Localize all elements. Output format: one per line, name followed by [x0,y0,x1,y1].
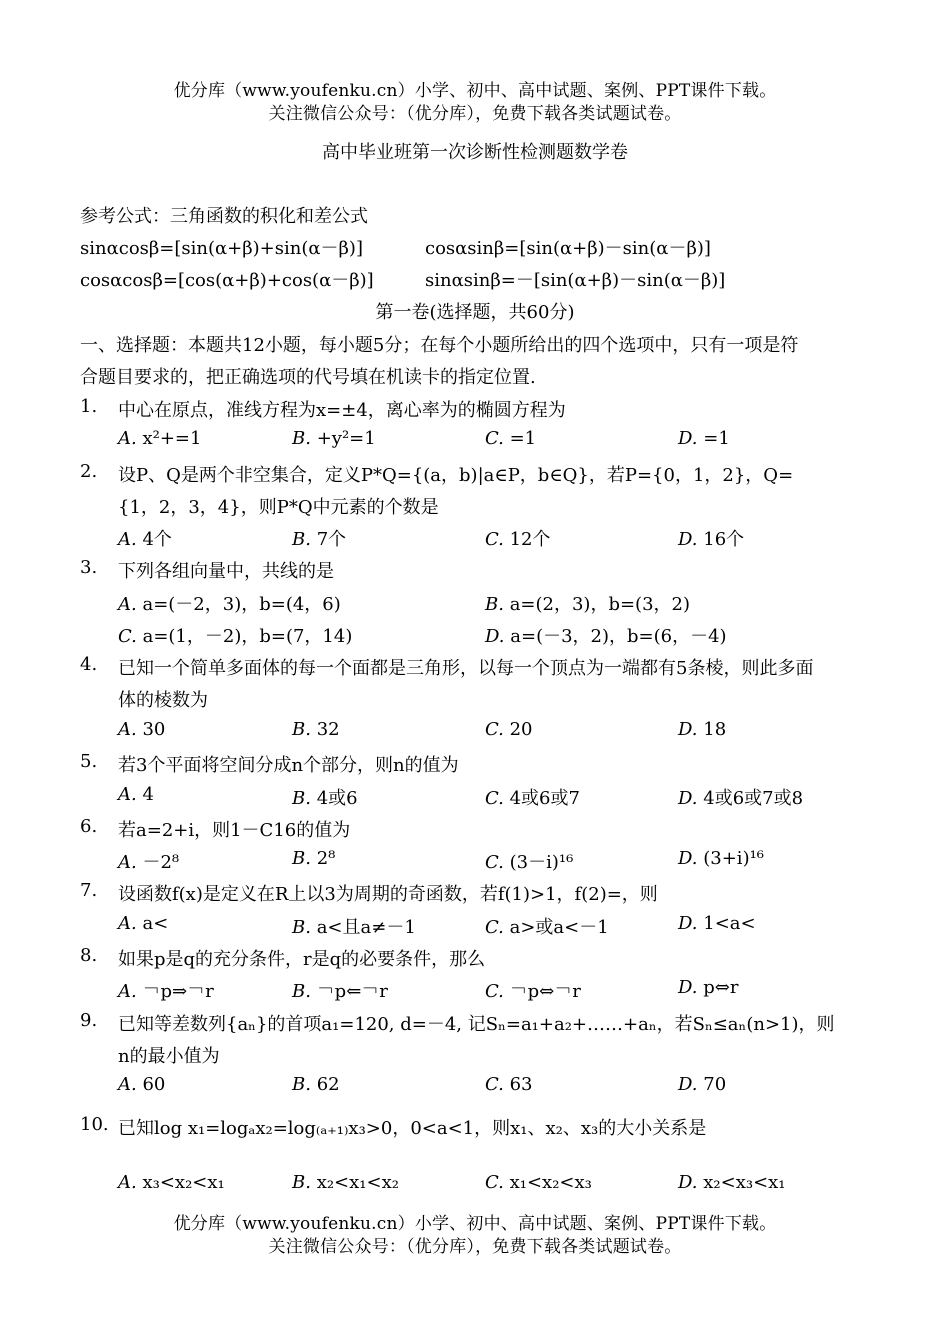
question-number: 3. [80,557,98,578]
option-letter: D. [485,626,505,647]
option-text: 4个 [142,529,172,550]
option-a [118,719,165,740]
question-stem: 设P、Q是两个非空集合，定义P*Q={(a，b)|a∈P，b∈Q}，若P={0，1，2}，Q= [118,465,794,486]
option-letter: D. [678,788,698,809]
option-text: p⇔r [703,977,739,998]
option-c [485,1074,533,1095]
option-letter: A. [118,852,137,873]
section-instructions-line-1: 一、选择题：本题共12小题，每小题5分；在每个小题所给出的四个选项中，只有一项是符 [80,335,799,356]
option-d [678,977,738,998]
question-stem-continued: 体的棱数为 [118,690,208,711]
header-line-2: 关注微信公众号：（优分库），免费下载各类试题试卷。 [268,104,682,124]
option-letter: A. [118,1074,137,1095]
option-d [485,622,727,648]
option-c [485,428,536,449]
option-b [292,913,416,939]
option-letter: A. [118,1172,137,1193]
option-c [485,848,573,874]
question-number: 8. [80,945,98,966]
option-d [678,913,756,934]
option-text: －2⁸ [142,852,180,873]
option-letter: B. [292,788,311,809]
page-title: 高中毕业班第一次诊断性检测题数学卷 [322,142,628,163]
formula-3: cosαcosβ=[cos(α+β)+cos(α－β)] [80,270,374,291]
option-text: x₂<x₁<x₂ [316,1172,399,1193]
option-text: 4或6或7或8 [703,788,804,809]
question-number: 6. [80,816,98,837]
option-letter: C. [485,917,504,938]
option-c [485,784,580,810]
question-stem: 下列各组向量中，共线的是 [118,561,334,582]
option-text: 60 [142,1074,166,1095]
option-text: =1 [703,428,730,449]
option-d [678,784,803,810]
formula-1: sinαcosβ=[sin(α+β)+sin(α－β)] [80,238,363,259]
option-d [678,1172,786,1193]
option-text: x²+=1 [142,428,202,449]
option-text: =1 [509,428,537,449]
option-a [118,428,201,449]
option-a [118,913,168,934]
question-stem: 若a=2+i，则1－C16的值为 [118,820,351,841]
option-c [485,977,581,1003]
option-text: ￢p⇒￢r [142,981,214,1002]
option-text: x₃<x₂<x₁ [142,1172,225,1193]
option-letter: D. [678,1172,698,1193]
footer-line-1: 优分库（www.youfenku.cn）小学、初中、高中试题、案例、PPT课件下载。 [173,1214,777,1234]
option-a [118,1172,225,1193]
option-letter: D. [678,428,698,449]
option-text: a=(－3，2)，b=(6，－4) [510,626,727,647]
option-b [292,719,340,740]
option-letter: C. [485,428,504,449]
option-text: 4或6或7 [509,788,580,809]
option-letter: C. [485,719,504,740]
option-text: (3－i)¹⁶ [509,852,574,873]
option-letter: A. [118,594,137,615]
option-c [118,622,352,648]
option-text: (3+i)¹⁶ [703,848,765,869]
option-letter: B. [292,917,311,938]
option-c [485,913,609,939]
option-letter: D. [678,977,698,998]
option-a [118,590,341,616]
option-text: 12个 [509,529,551,550]
option-text: a< [142,913,169,934]
option-text: a>或a<－1 [509,917,609,938]
option-b [292,784,358,810]
option-text: 2⁸ [316,848,336,869]
footer-line-2: 关注微信公众号：（优分库），免费下载各类试题试卷。 [268,1237,682,1257]
option-b [292,1074,340,1095]
question-stem: 若3个平面将空间分成n个部分，则n的值为 [118,755,459,776]
option-letter: B. [292,1172,311,1193]
part-title: 第一卷(选择题，共60分) [375,302,575,323]
option-text: a=(1，－2)，b=(7，14) [142,626,353,647]
option-text: ￢p⇐￢r [316,981,388,1002]
option-text: 20 [509,719,533,740]
option-b [292,525,346,551]
option-letter: A. [118,719,137,740]
option-text: 1<a< [703,913,756,934]
option-letter: C. [485,788,504,809]
option-text: 32 [316,719,340,740]
option-a [118,977,214,1003]
option-a [118,525,172,551]
option-text: a=(－2，3)，b=(4，6) [142,594,341,615]
option-b [292,428,376,449]
header-line-1: 优分库（www.youfenku.cn）小学、初中、高中试题、案例、PPT课件下载。 [173,81,777,101]
option-letter: B. [485,594,504,615]
question-number: 5. [80,751,98,772]
option-text: 4 [142,784,154,805]
option-letter: D. [678,848,698,869]
option-a [118,848,179,874]
question-number: 9. [80,1010,98,1031]
option-letter: C. [485,981,504,1002]
option-text: a=(2，3)，b=(3，2) [509,594,691,615]
option-letter: B. [292,981,311,1002]
option-c [485,1172,592,1193]
option-letter: B. [292,428,311,449]
question-number: 7. [80,880,98,901]
option-c [485,719,533,740]
option-letter: D. [678,719,698,740]
option-d [678,848,764,869]
option-letter: D. [678,529,698,550]
option-letter: B. [292,529,311,550]
question-stem: 设函数f(x)是定义在R上以3为周期的奇函数，若f(1)>1，f(2)=，则 [118,884,658,905]
question-stem-continued: n的最小值为 [118,1046,220,1067]
option-letter: A. [118,913,137,934]
option-letter: C. [118,626,137,647]
formula-2: cosαsinβ=[sin(α+β)－sin(α－β)] [425,238,711,259]
option-text: ￢p⇔￢r [509,981,581,1002]
option-letter: C. [485,1172,504,1193]
option-text: 70 [703,1074,727,1095]
question-number: 4. [80,654,98,675]
question-number: 1. [80,396,98,417]
option-a [118,784,154,805]
option-letter: D. [678,1074,698,1095]
option-letter: C. [485,529,504,550]
option-c [485,525,551,551]
question-stem: 已知一个简单多面体的每一个面都是三角形，以每一个顶点为一端都有5条棱，则此多面 [118,658,814,679]
formula-4: sinαsinβ=－[sin(α+β)－sin(α－β)] [425,270,726,291]
formula-heading: 参考公式：三角函数的积化和差公式 [80,206,368,227]
option-b [292,848,335,869]
option-letter: A. [118,428,137,449]
option-letter: C. [485,1074,504,1095]
question-number: 2. [80,461,98,482]
option-letter: C. [485,852,504,873]
question-stem: 已知log x₁=logₐx₂=log₍ₐ₊₁₎x₃>0，0<a<1，则x₁、x₂、x₃的大小关系是 [118,1118,707,1139]
option-letter: B. [292,848,311,869]
option-b [292,977,388,1003]
option-text: x₂<x₃<x₁ [703,1172,786,1193]
option-letter: B. [292,1074,311,1095]
option-d [678,525,744,551]
question-number: 10. [80,1114,109,1135]
option-text: 30 [142,719,166,740]
option-text: +y²=1 [316,428,376,449]
option-b [485,590,690,616]
option-letter: A. [118,529,137,550]
question-stem: 如果p是q的充分条件，r是q的必要条件，那么 [118,949,486,970]
option-text: a<且a≠－1 [316,917,416,938]
option-letter: B. [292,719,311,740]
option-text: 7个 [316,529,347,550]
option-d [678,1074,726,1095]
option-text: 62 [316,1074,340,1095]
section-instructions-line-2: 合题目要求的，把正确选项的代号填在机读卡的指定位置. [80,367,536,388]
question-stem: 已知等差数列{aₙ}的首项a₁=120, d=－4, 记Sₙ=a₁+a₂+……+aₙ，若Sₙ≤aₙ(n>1)，则 [118,1014,835,1035]
option-text: 63 [509,1074,533,1095]
option-d [678,428,730,449]
option-d [678,719,726,740]
option-letter: A. [118,784,137,805]
option-text: 4或6 [316,788,358,809]
option-letter: D. [678,913,698,934]
option-text: 16个 [703,529,745,550]
question-stem: 中心在原点，准线方程为x=±4，离心率为的椭圆方程为 [118,400,566,421]
option-text: x₁<x₂<x₃ [509,1172,592,1193]
option-letter: A. [118,981,137,1002]
option-text: 18 [703,719,727,740]
option-b [292,1172,399,1193]
option-a [118,1074,165,1095]
question-stem-continued: {1，2，3，4}，则P*Q中元素的个数是 [118,497,439,518]
